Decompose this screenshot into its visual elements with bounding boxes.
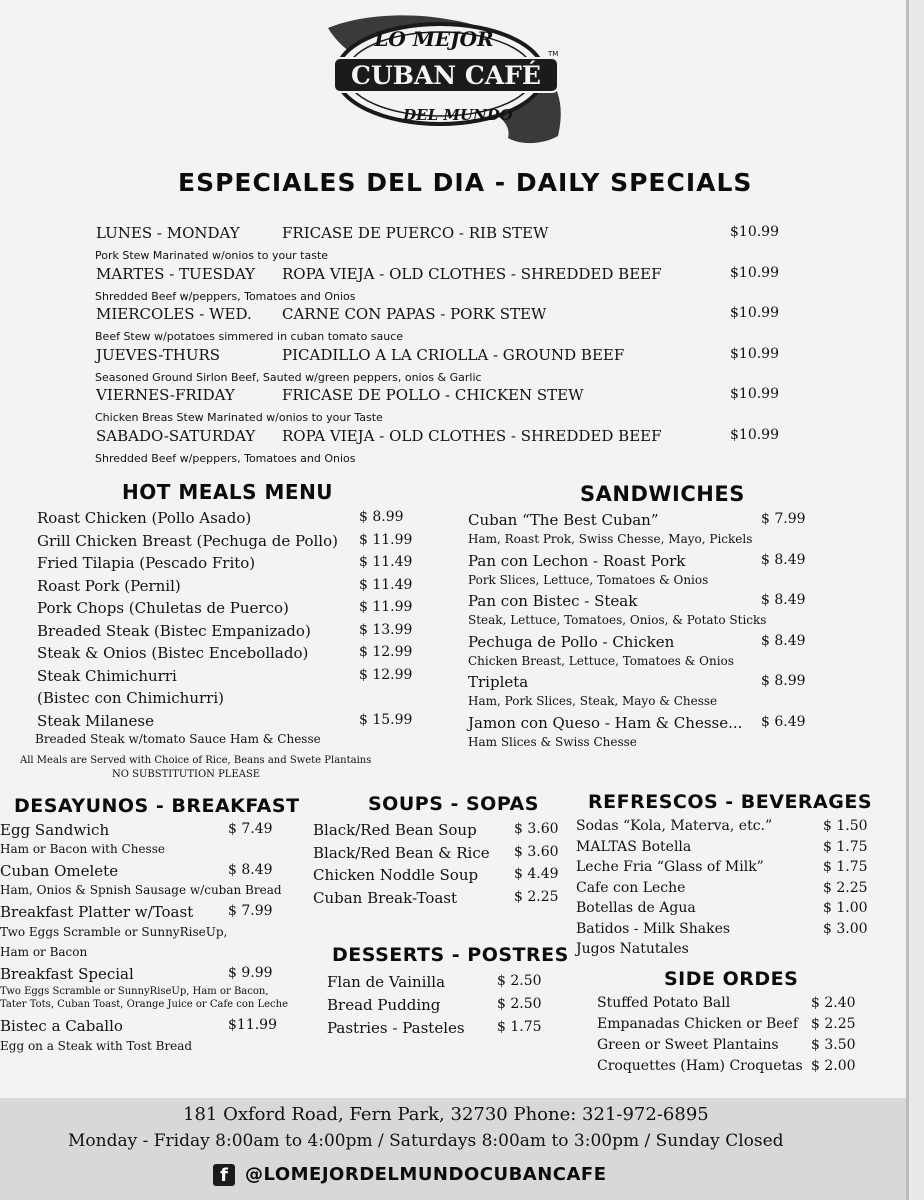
beverage-price: $ 1.00 <box>823 900 868 916</box>
breakfast-price: $ 8.49 <box>228 862 273 878</box>
sandwich-price: $ 6.49 <box>761 713 806 730</box>
beverage-name: Batidos - Milk Shakes <box>576 920 731 937</box>
special-description: Shredded Beef w/peppers, Tomatoes and Onios <box>95 451 356 465</box>
side-order-price: $ 2.25 <box>811 1016 856 1032</box>
side-order-price: $ 3.50 <box>811 1037 856 1053</box>
side-order-name: Green or Sweet Plantains <box>597 1037 779 1053</box>
dessert-price: $ 1.75 <box>497 1019 542 1035</box>
sandwich-name: Pan con Lechon - Roast Pork <box>468 551 686 570</box>
breakfast-item: Cuban Omelete <box>0 862 119 880</box>
beverage-name: Leche Fria “Glass of Milk” <box>576 859 764 875</box>
breakfast-description: Ham or Bacon <box>0 945 88 959</box>
beverage-price: $ 1.50 <box>823 818 868 834</box>
footer-hours: Monday - Friday 8:00am to 4:00pm / Saturdays 8:00am to 3:00pm / Sunday Closed <box>68 1131 784 1151</box>
soup-price: $ 4.49 <box>514 866 559 882</box>
hot-meal-price: $ 11.99 <box>359 531 413 548</box>
special-day: VIERNES-FRIDAY <box>96 386 235 404</box>
hot-meal-name: Roast Chicken (Pollo Asado) <box>37 509 252 527</box>
special-price: $10.99 <box>730 264 779 281</box>
beverage-name: Botellas de Agua <box>576 900 696 916</box>
sandwiches-heading: SANDWICHES <box>580 482 745 506</box>
special-price: $10.99 <box>730 345 779 362</box>
beverage-price: $ 1.75 <box>823 859 868 875</box>
soup-price: $ 2.25 <box>514 888 559 905</box>
side-order-price: $ 2.40 <box>811 995 856 1011</box>
soup-name: Chicken Noddle Soup <box>313 866 479 884</box>
hot-meal-name: Pork Chops (Chuletas de Puerco) <box>37 599 289 617</box>
special-description: Beef Stew w/potatoes simmered in cuban tomato sauce <box>95 330 404 343</box>
hot-meals-note: All Meals are Served with Choice of Rice, Beans and Swete Plantains <box>20 755 372 766</box>
facebook-icon: f <box>213 1164 235 1186</box>
special-description: Shredded Beef w/peppers, Tomatoes and Onios <box>95 289 356 303</box>
hot-meal-name: Steak Milanese <box>37 711 154 730</box>
daily-specials-heading: ESPECIALES DEL DIA - DAILY SPECIALS <box>178 168 753 197</box>
special-day: LUNES - MONDAY <box>96 224 240 242</box>
dessert-price: $ 2.50 <box>497 973 542 989</box>
beverage-name: Jugos Natutales <box>576 941 689 957</box>
breakfast-item: Breakfast Special <box>0 965 134 983</box>
hot-meal-name: Breaded Steak (Bistec Empanizado) <box>37 621 311 640</box>
sandwich-description: Ham Slices & Swiss Chesse <box>468 734 637 749</box>
hot-meal-price: $ 12.99 <box>359 666 413 683</box>
sandwich-description: Steak, Lettuce, Tomatoes, Onios, & Potato Sticks <box>468 613 767 627</box>
hot-meal-name: (Bistec con Chimichurri) <box>37 689 224 707</box>
breakfast-item: Bistec a Caballo <box>0 1017 123 1035</box>
special-day: SABADO-SATURDAY <box>96 426 256 445</box>
breakfast-item: Breakfast Platter w/Toast <box>0 903 194 921</box>
special-day: MIERCOLES - WED. <box>96 305 252 323</box>
hot-meal-price: $ 11.49 <box>359 576 413 593</box>
cuban-cafe-logo <box>322 10 566 148</box>
beverage-price: $ 2.25 <box>823 879 868 896</box>
breakfast-heading: DESAYUNOS - BREAKFAST <box>14 795 300 817</box>
breakfast-item: Egg Sandwich <box>0 821 110 839</box>
sandwich-price: $ 7.99 <box>761 511 806 527</box>
soup-name: Cuban Break-Toast <box>313 888 458 907</box>
special-dish: ROPA VIEJA - OLD CLOTHES - SHREDDED BEEF <box>282 426 662 445</box>
beverage-name: MALTAS Botella <box>576 838 692 855</box>
sandwich-price: $ 8.49 <box>761 592 806 608</box>
breakfast-description: Two Eggs Scramble or SunnyRiseUp, <box>0 925 228 939</box>
hot-meal-price: $ 15.99 <box>359 711 413 728</box>
logo-main-text: CUBAN CAFÉ <box>351 61 541 90</box>
breakfast-price: $ 7.49 <box>228 821 273 837</box>
side-orders-heading: SIDE ORDES <box>664 968 799 990</box>
soup-price: $ 3.60 <box>514 821 559 837</box>
special-dish: FRICASE DE POLLO - CHICKEN STEW <box>282 386 584 404</box>
logo-trademark: TM <box>548 50 559 58</box>
dessert-price: $ 2.50 <box>497 996 542 1012</box>
soup-price: $ 3.60 <box>514 843 559 860</box>
hot-meal-name: Steak Chimichurri <box>37 666 177 685</box>
sandwich-name: Cuban “The Best Cuban” <box>468 511 659 529</box>
breakfast-description: Egg on a Steak with Tost Bread <box>0 1039 193 1053</box>
soup-name: Black/Red Bean & Rice <box>313 843 490 862</box>
hot-meal-price: $ 13.99 <box>359 621 413 638</box>
hot-meal-price: $ 8.99 <box>359 509 404 525</box>
beverages-heading: REFRESCOS - BEVERAGES <box>588 791 873 813</box>
desserts-heading: DESSERTS - POSTRES <box>332 944 569 966</box>
hot-meal-price: $ 11.49 <box>359 554 413 570</box>
breakfast-price: $11.99 <box>228 1017 277 1033</box>
special-dish: FRICASE DE PUERCO - RIB STEW <box>282 224 549 242</box>
hot-meal-name: Roast Pork (Pernil) <box>37 576 181 595</box>
sandwich-name: Tripleta <box>468 673 529 691</box>
hot-meals-heading: HOT MEALS MENU <box>122 480 334 504</box>
special-day: JUEVES-THURS <box>96 345 221 364</box>
sandwich-price: $ 8.49 <box>761 551 806 568</box>
breakfast-description: Two Eggs Scramble or SunnyRiseUp, Ham or Bacon, <box>0 986 269 997</box>
sandwich-name: Pan con Bistec - Steak <box>468 592 638 610</box>
beverage-name: Cafe con Leche <box>576 879 686 896</box>
side-order-name: Croquettes (Ham) Croquetas <box>597 1058 803 1074</box>
breakfast-description: Ham, Onios & Spnish Sausage w/cuban Bread <box>0 883 282 897</box>
special-price: $10.99 <box>730 224 779 240</box>
special-price: $10.99 <box>730 426 779 443</box>
sandwich-price: $ 8.99 <box>761 673 806 689</box>
soups-heading: SOUPS - SOPAS <box>368 793 539 815</box>
dessert-name: Bread Pudding <box>327 996 441 1014</box>
hot-meal-name: Steak & Onios (Bistec Encebollado) <box>37 644 309 662</box>
special-description: Chicken Breas Stew Marinated w/onios to your Taste <box>95 411 383 424</box>
special-day: MARTES - TUESDAY <box>96 264 256 283</box>
sandwich-name: Jamon con Queso - Ham & Chesse... <box>468 713 743 732</box>
special-dish: PICADILLO A LA CRIOLLA - GROUND BEEF <box>282 345 625 364</box>
dessert-name: Flan de Vainilla <box>327 973 446 991</box>
hot-meal-price: $ 11.99 <box>359 599 413 615</box>
sandwich-price: $ 8.49 <box>761 632 806 649</box>
hot-meal-price: $ 12.99 <box>359 644 413 660</box>
special-description: Seasoned Ground Sirlon Beef, Sauted w/green peppers, onios & Garlic <box>95 370 482 384</box>
sandwich-description: Ham, Roast Prok, Swiss Chesse, Mayo, Pickels <box>468 532 753 546</box>
hot-meal-name: Grill Chicken Breast (Pechuga de Pollo) <box>37 531 338 550</box>
breakfast-description: Tater Tots, Cuban Toast, Orange Juice or Cafe con Leche <box>0 999 289 1010</box>
milanese-description: Breaded Steak w/tomato Sauce Ham & Chesse <box>35 732 321 746</box>
hot-meal-name: Fried Tilapia (Pescado Frito) <box>37 554 256 572</box>
special-description: Pork Stew Marinated w/onios to your taste <box>95 249 329 262</box>
breakfast-price: $ 7.99 <box>228 903 273 919</box>
special-dish: ROPA VIEJA - OLD CLOTHES - SHREDDED BEEF <box>282 264 662 283</box>
sandwich-description: Pork Slices, Lettuce, Tomatoes & Onios <box>468 572 709 587</box>
side-order-price: $ 2.00 <box>811 1058 856 1074</box>
side-order-name: Stuffed Potato Ball <box>597 995 731 1011</box>
side-order-name: Empanadas Chicken or Beef <box>597 1016 799 1032</box>
no-substitution-note: NO SUBSTITUTION PLEASE <box>112 769 261 780</box>
sandwich-name: Pechuga de Pollo - Chicken <box>468 632 675 651</box>
breakfast-description: Ham or Bacon with Chesse <box>0 842 165 856</box>
dessert-name: Pastries - Pasteles <box>327 1019 465 1037</box>
breakfast-price: $ 9.99 <box>228 965 273 981</box>
sandwich-description: Chicken Breast, Lettuce, Tomatoes & Onios <box>468 653 734 668</box>
beverage-name: Sodas “Kola, Materva, etc.” <box>576 818 773 834</box>
special-price: $10.99 <box>730 386 779 402</box>
special-price: $10.99 <box>730 305 779 321</box>
beverage-price: $ 3.00 <box>823 920 868 937</box>
special-dish: CARNE CON PAPAS - PORK STEW <box>282 305 547 323</box>
footer-address: 181 Oxford Road, Fern Park, 32730 Phone: 321-972-6895 <box>183 1104 709 1125</box>
sandwich-description: Ham, Pork Slices, Steak, Mayo & Chesse <box>468 694 718 708</box>
facebook-handle[interactable]: @LOMEJORDELMUNDOCUBANCAFE <box>245 1164 607 1185</box>
logo-bottom-text: DEL MUNDO <box>403 106 513 124</box>
soup-name: Black/Red Bean Soup <box>313 821 477 839</box>
logo-top-text: LO MEJOR <box>374 27 494 51</box>
beverage-price: $ 1.75 <box>823 838 868 855</box>
